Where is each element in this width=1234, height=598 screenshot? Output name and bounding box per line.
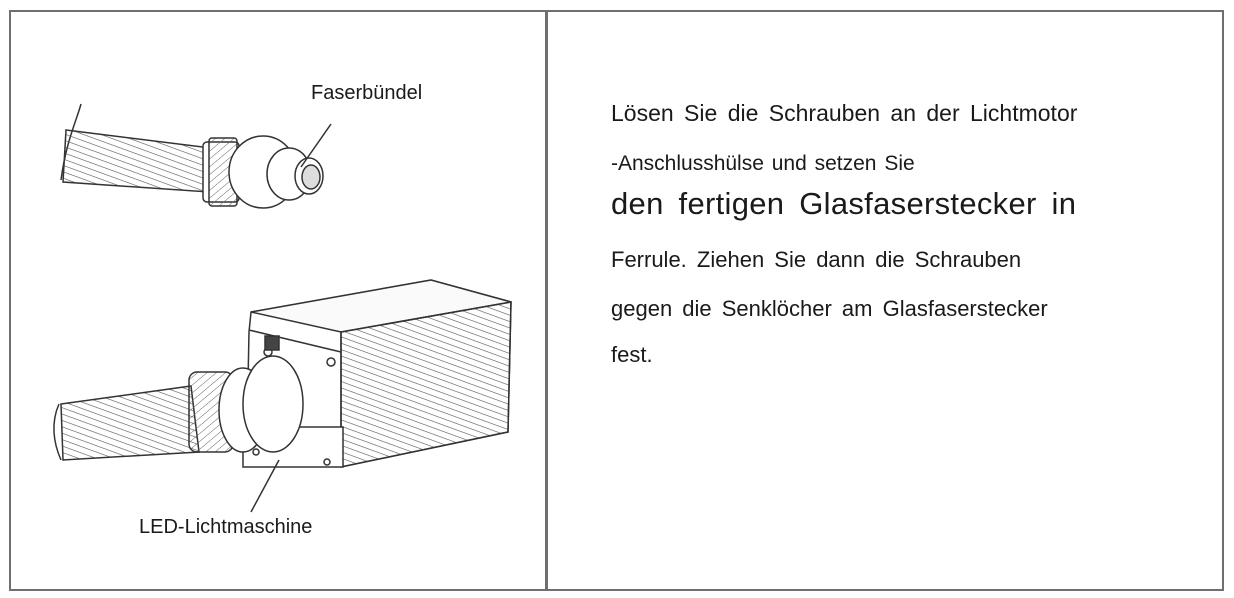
instruction-line: Lösen Sie die Schrauben an der Lichtmotor [611,100,1078,126]
illustration-panel [11,12,548,589]
instruction-line: fest. [611,342,653,367]
instruction-line: den fertigen Glasfaserstecker in [611,186,1077,221]
led-light-engine-drawing [54,280,511,512]
installation-illustration [11,12,545,589]
instruction-line: Ferrule. Ziehen Sie dann die Schrauben [611,247,1022,272]
fiber-bundle-drawing [61,104,331,208]
instruction-table [9,10,1224,591]
fiber-bundle-label: Faserbündel [311,82,423,104]
instruction-panel [548,12,1222,589]
led-light-engine-label: LED-Lichtmaschine [139,516,313,538]
instruction-line: -Anschlusshülse und setzen Sie [611,152,915,175]
instruction-line: gegen die Senklöcher am Glasfaserstecker [611,296,1048,321]
